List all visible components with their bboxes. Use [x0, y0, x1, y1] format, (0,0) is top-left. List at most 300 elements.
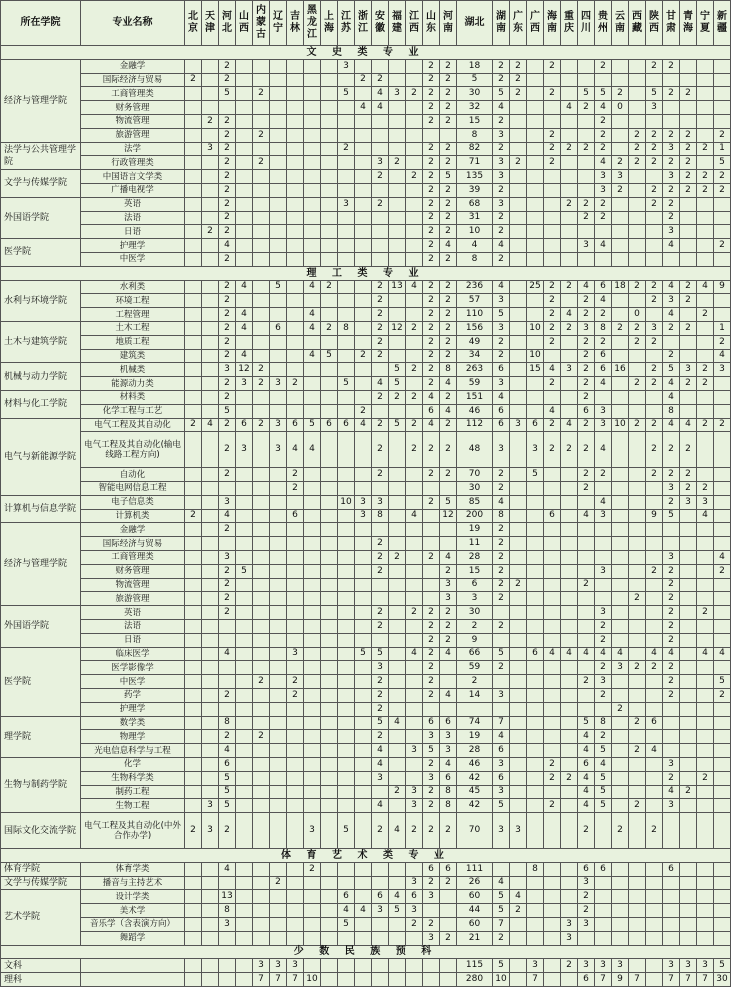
quota-cell: 2 — [406, 170, 423, 184]
quota-cell: 5 — [595, 87, 612, 101]
quota-cell: 2 — [219, 170, 236, 184]
quota-cell: 3 — [663, 481, 680, 495]
quota-cell: 32 — [457, 101, 493, 115]
quota-cell — [629, 432, 646, 468]
quota-cell — [612, 73, 629, 87]
quota-cell: 2 — [578, 308, 595, 322]
quota-cell — [629, 647, 646, 661]
quota-cell: 8 — [595, 716, 612, 730]
quota-cell — [185, 390, 202, 404]
province-header: 安徽 — [372, 1, 389, 46]
table-row — [1, 170, 731, 184]
quota-cell — [321, 771, 338, 785]
quota-cell — [544, 225, 561, 239]
quota-cell — [389, 349, 406, 363]
quota-cell — [304, 523, 321, 537]
quota-cell — [338, 716, 355, 730]
quota-cell — [561, 633, 578, 647]
quota-cell — [185, 550, 202, 564]
quota-cell: 2 — [423, 239, 440, 253]
quota-cell: 4 — [219, 862, 236, 876]
quota-cell — [697, 101, 714, 115]
quota-cell — [321, 757, 338, 771]
quota-cell — [185, 404, 202, 418]
quota-cell — [338, 349, 355, 363]
quota-cell — [406, 308, 423, 322]
quota-cell: 2 — [680, 468, 697, 482]
quota-cell — [321, 592, 338, 606]
quota-cell: 2 — [457, 619, 493, 633]
table-row — [1, 404, 731, 418]
college-cell: 文学与传媒学院 — [1, 170, 81, 198]
quota-cell — [629, 87, 646, 101]
quota-cell — [355, 197, 372, 211]
quota-cell: 2 — [219, 592, 236, 606]
quota-cell: 6 — [440, 862, 457, 876]
quota-cell — [270, 813, 287, 849]
quota-cell — [527, 675, 544, 689]
quota-cell: 2 — [372, 730, 389, 744]
quota-cell: 2 — [321, 280, 338, 294]
province-header: 山东 — [423, 1, 440, 46]
quota-cell — [389, 619, 406, 633]
quota-cell — [355, 931, 372, 945]
quota-cell — [493, 606, 510, 620]
quota-cell: 4 — [663, 239, 680, 253]
quota-cell — [440, 661, 457, 675]
quota-cell — [355, 211, 372, 225]
quota-cell — [389, 468, 406, 482]
quota-cell: 2 — [423, 252, 440, 266]
quota-cell: 4 — [440, 688, 457, 702]
quota-cell: 2 — [578, 418, 595, 432]
quota-cell — [287, 495, 304, 509]
quota-cell: 3 — [423, 931, 440, 945]
quota-cell: 2 — [219, 606, 236, 620]
quota-cell: 4 — [202, 418, 219, 432]
quota-cell — [510, 390, 527, 404]
quota-cell — [510, 432, 527, 468]
quota-cell: 2 — [510, 578, 527, 592]
quota-cell — [253, 509, 270, 523]
quota-cell — [680, 73, 697, 87]
quota-cell — [202, 252, 219, 266]
quota-cell: 2 — [440, 390, 457, 404]
quota-cell — [389, 59, 406, 73]
quota-cell — [304, 592, 321, 606]
quota-cell — [372, 142, 389, 156]
quota-cell: 85 — [457, 495, 493, 509]
quota-cell — [355, 183, 372, 197]
quota-cell — [714, 785, 731, 799]
quota-cell: 4 — [219, 239, 236, 253]
quota-cell — [304, 578, 321, 592]
quota-cell — [697, 917, 714, 931]
quota-cell: 2 — [629, 142, 646, 156]
province-header: 浙江 — [355, 1, 372, 46]
quota-cell — [338, 592, 355, 606]
quota-cell — [372, 633, 389, 647]
quota-cell — [612, 904, 629, 918]
quota-cell — [185, 101, 202, 115]
quota-cell — [270, 578, 287, 592]
quota-cell: 3 — [493, 757, 510, 771]
table-row — [1, 702, 731, 716]
quota-cell: 2 — [253, 156, 270, 170]
quota-cell — [236, 702, 253, 716]
quota-cell: 2 — [714, 183, 731, 197]
quota-cell — [612, 592, 629, 606]
quota-cell — [287, 225, 304, 239]
college-cell: 医学院 — [1, 239, 81, 267]
quota-cell: 5 — [219, 87, 236, 101]
quota-cell: 2 — [287, 688, 304, 702]
quota-cell — [270, 537, 287, 551]
table-row — [1, 101, 731, 115]
quota-cell — [219, 537, 236, 551]
major-cell: 化学 — [81, 757, 185, 771]
quota-cell — [236, 550, 253, 564]
quota-cell — [304, 183, 321, 197]
quota-cell — [595, 702, 612, 716]
quota-cell — [697, 523, 714, 537]
table-row — [1, 917, 731, 931]
major-cell: 财务管理 — [81, 564, 185, 578]
quota-cell — [561, 661, 578, 675]
quota-cell — [646, 308, 663, 322]
quota-cell — [389, 308, 406, 322]
quota-cell: 7 — [697, 973, 714, 987]
quota-cell — [287, 390, 304, 404]
quota-cell: 4 — [440, 239, 457, 253]
quota-cell: 2 — [595, 688, 612, 702]
quota-cell: 2 — [493, 183, 510, 197]
quota-cell: 2 — [646, 661, 663, 675]
quota-cell — [304, 495, 321, 509]
quota-cell — [185, 363, 202, 377]
major-cell: 临床医学 — [81, 647, 185, 661]
quota-cell — [219, 675, 236, 689]
quota-cell — [185, 675, 202, 689]
quota-cell — [510, 280, 527, 294]
quota-cell: 21 — [457, 931, 493, 945]
quota-cell — [338, 294, 355, 308]
quota-cell: 2 — [595, 619, 612, 633]
quota-cell — [544, 959, 561, 973]
quota-cell — [270, 481, 287, 495]
quota-cell: 3 — [457, 592, 493, 606]
major-cell: 国际经济与贸易 — [81, 537, 185, 551]
quota-cell — [510, 481, 527, 495]
quota-cell — [612, 716, 629, 730]
quota-cell — [697, 862, 714, 876]
quota-cell — [338, 550, 355, 564]
quota-cell: 2 — [423, 550, 440, 564]
quota-cell: 4 — [714, 647, 731, 661]
quota-cell — [629, 550, 646, 564]
quota-cell — [629, 785, 646, 799]
quota-cell — [680, 661, 697, 675]
quota-cell — [510, 404, 527, 418]
quota-cell: 2 — [372, 390, 389, 404]
major-cell: 计算机类 — [81, 509, 185, 523]
quota-cell — [270, 799, 287, 813]
quota-cell: 70 — [457, 813, 493, 849]
quota-cell: 6 — [423, 716, 440, 730]
quota-cell — [544, 606, 561, 620]
quota-cell — [236, 578, 253, 592]
quota-cell — [304, 633, 321, 647]
quota-cell — [355, 633, 372, 647]
quota-cell — [561, 239, 578, 253]
quota-cell — [629, 404, 646, 418]
quota-cell: 2 — [321, 321, 338, 335]
major-cell: 舞蹈学 — [81, 931, 185, 945]
quota-cell — [202, 876, 219, 890]
quota-cell — [510, 349, 527, 363]
quota-cell — [510, 170, 527, 184]
major-cell: 法学 — [81, 142, 185, 156]
quota-cell: 2 — [423, 197, 440, 211]
quota-cell — [680, 390, 697, 404]
quota-cell: 2 — [629, 799, 646, 813]
quota-cell — [510, 647, 527, 661]
quota-cell — [321, 917, 338, 931]
quota-cell — [253, 550, 270, 564]
quota-cell — [612, 757, 629, 771]
table-row — [1, 744, 731, 758]
quota-cell: 3 — [663, 550, 680, 564]
quota-cell: 2 — [595, 633, 612, 647]
quota-cell — [680, 335, 697, 349]
quota-cell — [714, 432, 731, 468]
quota-cell — [612, 619, 629, 633]
quota-cell — [185, 730, 202, 744]
quota-cell — [544, 931, 561, 945]
quota-cell — [714, 495, 731, 509]
quota-cell: 3 — [493, 294, 510, 308]
quota-cell: 10 — [304, 973, 321, 987]
quota-cell — [338, 335, 355, 349]
quota-cell — [287, 308, 304, 322]
major-cell — [81, 973, 185, 987]
quota-cell: 28 — [457, 550, 493, 564]
quota-cell: 2 — [510, 156, 527, 170]
quota-cell: 2 — [440, 211, 457, 225]
quota-cell: 5 — [219, 799, 236, 813]
quota-cell — [406, 335, 423, 349]
quota-cell — [440, 675, 457, 689]
quota-cell: 2 — [595, 211, 612, 225]
major-cell: 电子信息类 — [81, 495, 185, 509]
quota-cell: 7 — [527, 973, 544, 987]
quota-cell — [561, 156, 578, 170]
quota-cell — [389, 537, 406, 551]
quota-cell: 2 — [219, 280, 236, 294]
college-cell: 外国语学院 — [1, 606, 81, 647]
quota-cell: 7 — [253, 973, 270, 987]
quota-cell: 111 — [457, 862, 493, 876]
quota-cell: 4 — [372, 101, 389, 115]
quota-cell — [714, 619, 731, 633]
major-cell: 电气工程及其自动化(中外合作办学) — [81, 813, 185, 849]
quota-cell — [236, 197, 253, 211]
quota-cell: 4 — [389, 813, 406, 849]
quota-cell — [527, 550, 544, 564]
quota-cell — [202, 959, 219, 973]
quota-cell — [287, 633, 304, 647]
quota-cell: 4 — [544, 404, 561, 418]
quota-cell — [304, 59, 321, 73]
major-cell: 土木工程 — [81, 321, 185, 335]
quota-cell — [612, 523, 629, 537]
quota-cell: 4 — [236, 321, 253, 335]
quota-cell — [527, 495, 544, 509]
quota-cell: 4 — [493, 730, 510, 744]
province-header: 山西 — [236, 1, 253, 46]
quota-cell: 5 — [440, 170, 457, 184]
college-header: 所在学院 — [1, 1, 81, 46]
quota-cell — [321, 702, 338, 716]
table-row — [1, 876, 731, 890]
quota-cell — [185, 744, 202, 758]
quota-cell — [493, 702, 510, 716]
quota-cell — [510, 675, 527, 689]
quota-cell: 5 — [457, 73, 493, 87]
quota-cell: 4 — [663, 280, 680, 294]
quota-cell — [527, 239, 544, 253]
quota-cell — [355, 799, 372, 813]
quota-cell — [236, 716, 253, 730]
quota-cell — [338, 959, 355, 973]
quota-cell — [561, 468, 578, 482]
quota-cell — [440, 904, 457, 918]
quota-cell: 2 — [423, 432, 440, 468]
quota-cell — [321, 931, 338, 945]
quota-cell — [372, 363, 389, 377]
quota-cell: 2 — [372, 308, 389, 322]
quota-cell — [389, 128, 406, 142]
quota-cell — [355, 377, 372, 391]
quota-cell: 2 — [663, 619, 680, 633]
quota-cell: 3 — [663, 225, 680, 239]
quota-cell — [253, 702, 270, 716]
quota-cell — [202, 757, 219, 771]
quota-cell — [185, 564, 202, 578]
quota-cell — [338, 114, 355, 128]
quota-cell: 3 — [493, 156, 510, 170]
table-row — [1, 785, 731, 799]
quota-cell — [389, 973, 406, 987]
quota-cell — [321, 377, 338, 391]
quota-cell: 2 — [440, 252, 457, 266]
quota-cell: 4 — [646, 647, 663, 661]
quota-cell — [423, 702, 440, 716]
quota-cell — [304, 335, 321, 349]
quota-cell: 18 — [457, 59, 493, 73]
table-row — [1, 280, 731, 294]
quota-cell — [406, 59, 423, 73]
quota-cell — [629, 349, 646, 363]
college-cell: 土木与建筑学院 — [1, 321, 81, 362]
quota-cell: 5 — [321, 349, 338, 363]
quota-cell — [629, 606, 646, 620]
quota-cell — [321, 197, 338, 211]
quota-cell: 2 — [219, 308, 236, 322]
quota-cell — [663, 252, 680, 266]
quota-cell — [510, 211, 527, 225]
quota-cell: 2 — [493, 211, 510, 225]
quota-cell — [304, 197, 321, 211]
quota-cell: 3 — [406, 744, 423, 758]
quota-cell: 2 — [663, 321, 680, 335]
quota-cell — [185, 917, 202, 931]
quota-cell — [697, 156, 714, 170]
quota-cell: 3 — [595, 959, 612, 973]
quota-cell: 3 — [270, 959, 287, 973]
quota-cell: 2 — [372, 418, 389, 432]
quota-cell: 2 — [595, 468, 612, 482]
quota-cell: 3 — [595, 509, 612, 523]
quota-cell: 2 — [423, 799, 440, 813]
quota-cell — [321, 252, 338, 266]
quota-cell: 2 — [663, 197, 680, 211]
major-cell: 日语 — [81, 633, 185, 647]
quota-cell — [321, 225, 338, 239]
quota-cell: 2 — [440, 156, 457, 170]
quota-cell — [185, 716, 202, 730]
quota-cell — [544, 890, 561, 904]
province-header: 福建 — [389, 1, 406, 46]
quota-cell: 2 — [646, 294, 663, 308]
quota-cell — [423, 564, 440, 578]
quota-cell: 2 — [663, 661, 680, 675]
quota-cell — [612, 390, 629, 404]
quota-cell — [304, 716, 321, 730]
quota-cell — [304, 564, 321, 578]
quota-cell: 2 — [219, 183, 236, 197]
quota-cell — [270, 592, 287, 606]
table-row — [1, 523, 731, 537]
quota-cell — [629, 509, 646, 523]
quota-cell: 2 — [389, 156, 406, 170]
quota-cell — [595, 931, 612, 945]
quota-cell — [372, 225, 389, 239]
college-cell: 法学与公共管理学院 — [1, 142, 81, 170]
quota-cell: 2 — [440, 813, 457, 849]
quota-cell: 2 — [663, 183, 680, 197]
table-row — [1, 592, 731, 606]
quota-cell — [355, 702, 372, 716]
quota-cell: 4 — [595, 495, 612, 509]
quota-cell — [321, 675, 338, 689]
quota-cell — [561, 606, 578, 620]
quota-cell — [578, 170, 595, 184]
quota-cell — [527, 509, 544, 523]
quota-cell — [680, 799, 697, 813]
table-row — [1, 537, 731, 551]
quota-cell — [338, 252, 355, 266]
quota-cell — [253, 633, 270, 647]
quota-cell — [406, 225, 423, 239]
quota-cell — [423, 973, 440, 987]
quota-cell: 2 — [270, 876, 287, 890]
quota-cell: 44 — [457, 904, 493, 918]
quota-cell: 2 — [697, 771, 714, 785]
table-row — [1, 321, 731, 335]
quota-cell — [561, 890, 578, 904]
quota-cell — [270, 509, 287, 523]
